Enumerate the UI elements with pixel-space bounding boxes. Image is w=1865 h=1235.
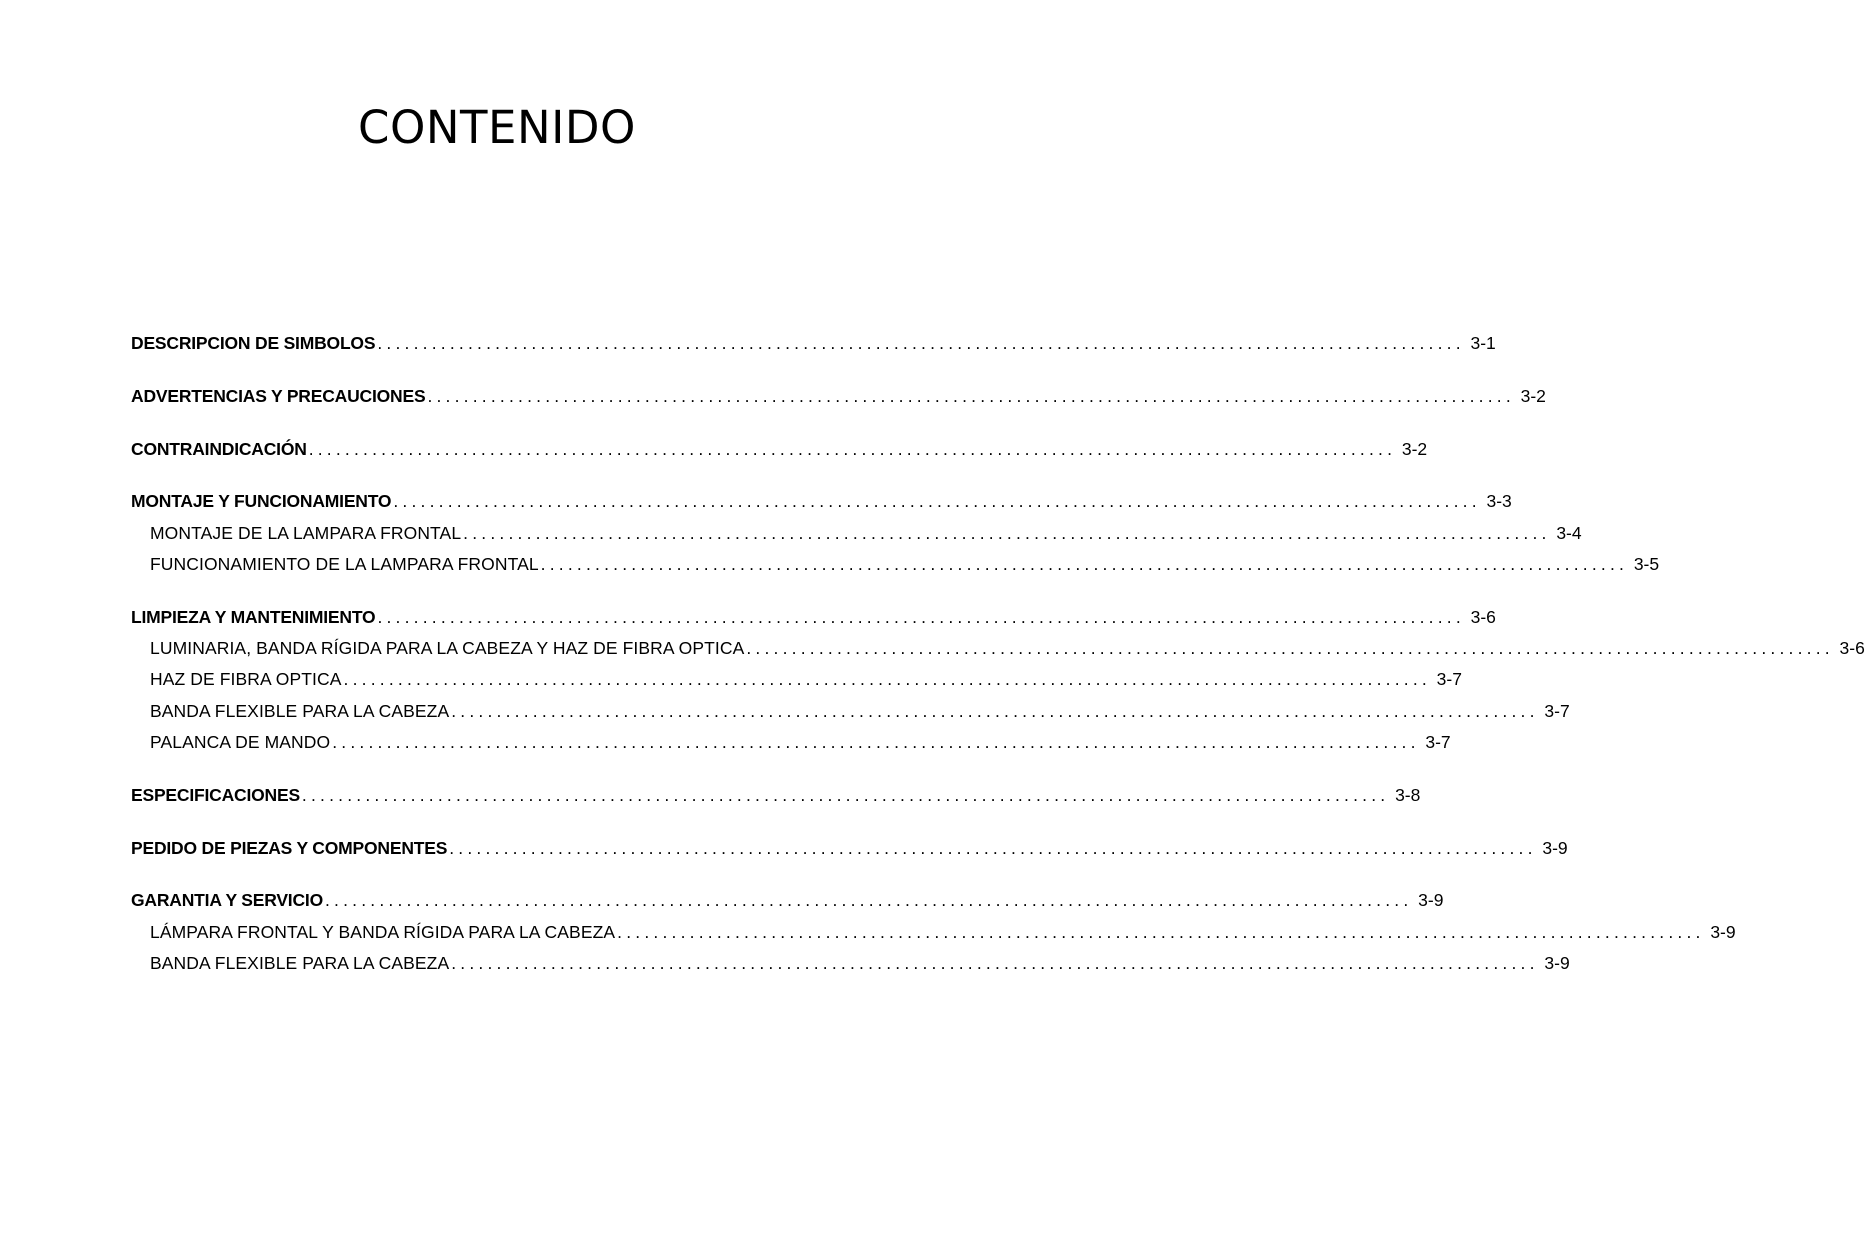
toc-entry-page: 3-9 bbox=[1418, 890, 1444, 911]
toc-entry-page: 3-8 bbox=[1395, 784, 1421, 805]
toc-subentry bbox=[131, 696, 1570, 727]
toc-entry-page: 3-6 bbox=[1470, 606, 1496, 627]
toc-subentry bbox=[131, 549, 1660, 580]
toc-entry bbox=[131, 833, 1568, 864]
toc-entry-label: CONTRAINDICACIÓN bbox=[131, 438, 307, 459]
toc-entry-label: PEDIDO DE PIEZAS Y COMPONENTES bbox=[131, 837, 448, 858]
toc-entry-label: LIMPIEZA Y MANTENIMIENTO bbox=[131, 606, 376, 627]
toc-entry-label: MONTAJE Y FUNCIONAMIENTO bbox=[131, 491, 392, 512]
dot-leader: ........................................................................................................................ bbox=[427, 385, 1515, 406]
toc-entry-label: BANDA FLEXIBLE PARA LA CABEZA bbox=[150, 952, 450, 973]
toc-entry-label: GARANTIA Y SERVICIO bbox=[131, 890, 323, 911]
dot-leader: ........................................................................................................................ bbox=[451, 952, 1539, 973]
toc-entry-label: LÁMPARA FRONTAL Y BANDA RÍGIDA PARA LA CABEZA bbox=[150, 921, 616, 942]
toc-entry-page: 3-5 bbox=[1633, 553, 1660, 574]
dot-leader: ........................................................................................................................ bbox=[377, 333, 1465, 353]
toc-entry-page: 3-3 bbox=[1486, 491, 1512, 512]
toc-subentry bbox=[131, 948, 1570, 979]
toc-entry-label: BANDA FLEXIBLE PARA LA CABEZA bbox=[150, 700, 450, 721]
toc-entry-page: 3-7 bbox=[1544, 700, 1570, 721]
toc-entry-page: 3-7 bbox=[1425, 731, 1451, 752]
page-title: CONTENIDO bbox=[358, 101, 636, 154]
toc-entry-page: 3-6 bbox=[1839, 638, 1865, 659]
dot-leader: ........................................................................................................................ bbox=[449, 837, 1537, 858]
toc-entry-page: 3-2 bbox=[1401, 438, 1428, 459]
dot-leader: ........................................................................................................................ bbox=[463, 522, 1551, 543]
toc-entry-label: MONTAJE DE LA LAMPARA FRONTAL bbox=[150, 522, 462, 543]
dot-leader: ........................................................................................................................ bbox=[332, 731, 1420, 752]
dot-leader: ........................................................................................................................ bbox=[308, 438, 1397, 459]
toc-entry-page: 3-9 bbox=[1542, 837, 1568, 858]
toc-entry-label: HAZ DE FIBRA OPTICA bbox=[150, 669, 342, 690]
toc-subentry bbox=[131, 727, 1451, 758]
toc-entry-label: FUNCIONAMIENTO DE LA LAMPARA FRONTAL bbox=[150, 553, 539, 574]
toc-entry-page: 3-9 bbox=[1544, 952, 1570, 973]
toc-entry bbox=[131, 381, 1546, 412]
toc-entry-page: 3-1 bbox=[1470, 333, 1496, 353]
toc-entry-label: ESPECIFICACIONES bbox=[131, 784, 300, 805]
dot-leader: ........................................................................................................................ bbox=[301, 784, 1390, 805]
toc-subentry bbox=[131, 518, 1582, 549]
dot-leader: ........................................................................................................................ bbox=[324, 890, 1413, 911]
dot-leader: ........................................................................................................................ bbox=[377, 606, 1465, 627]
toc-subentry bbox=[131, 917, 1736, 948]
dot-leader: ........................................................................................................................ bbox=[343, 669, 1431, 690]
toc-entry bbox=[131, 328, 1496, 359]
table-of-contents bbox=[131, 328, 1865, 979]
toc-entry-label: DESCRIPCION DE SIMBOLOS bbox=[131, 333, 376, 353]
toc-entry-label: PALANCA DE MANDO bbox=[150, 731, 331, 752]
toc-entry bbox=[131, 885, 1444, 916]
toc-entry-page: 3-2 bbox=[1520, 385, 1546, 406]
toc-subentry bbox=[131, 664, 1462, 695]
dot-leader: ........................................................................................................................ bbox=[393, 491, 1481, 512]
toc-entry bbox=[131, 780, 1421, 811]
toc-entry-page: 3-4 bbox=[1556, 522, 1582, 543]
dot-leader: ........................................................................................................................ bbox=[617, 921, 1705, 942]
toc-entry bbox=[131, 486, 1512, 517]
dot-leader: ........................................................................................................................ bbox=[540, 553, 1629, 574]
toc-entry bbox=[131, 602, 1496, 633]
toc-entry-page: 3-9 bbox=[1710, 921, 1736, 942]
toc-entry bbox=[131, 434, 1428, 465]
dot-leader: ........................................................................................................................ bbox=[451, 700, 1539, 721]
toc-entry-label: ADVERTENCIAS Y PRECAUCIONES bbox=[131, 385, 426, 406]
toc-entry-page: 3-7 bbox=[1436, 669, 1462, 690]
toc-entry-label: LUMINARIA, BANDA RÍGIDA PARA LA CABEZA Y HAZ DE FIBRA OPTICA bbox=[150, 638, 745, 659]
dot-leader: ........................................................................................................................ bbox=[746, 638, 1834, 659]
toc-subentry bbox=[131, 633, 1865, 664]
